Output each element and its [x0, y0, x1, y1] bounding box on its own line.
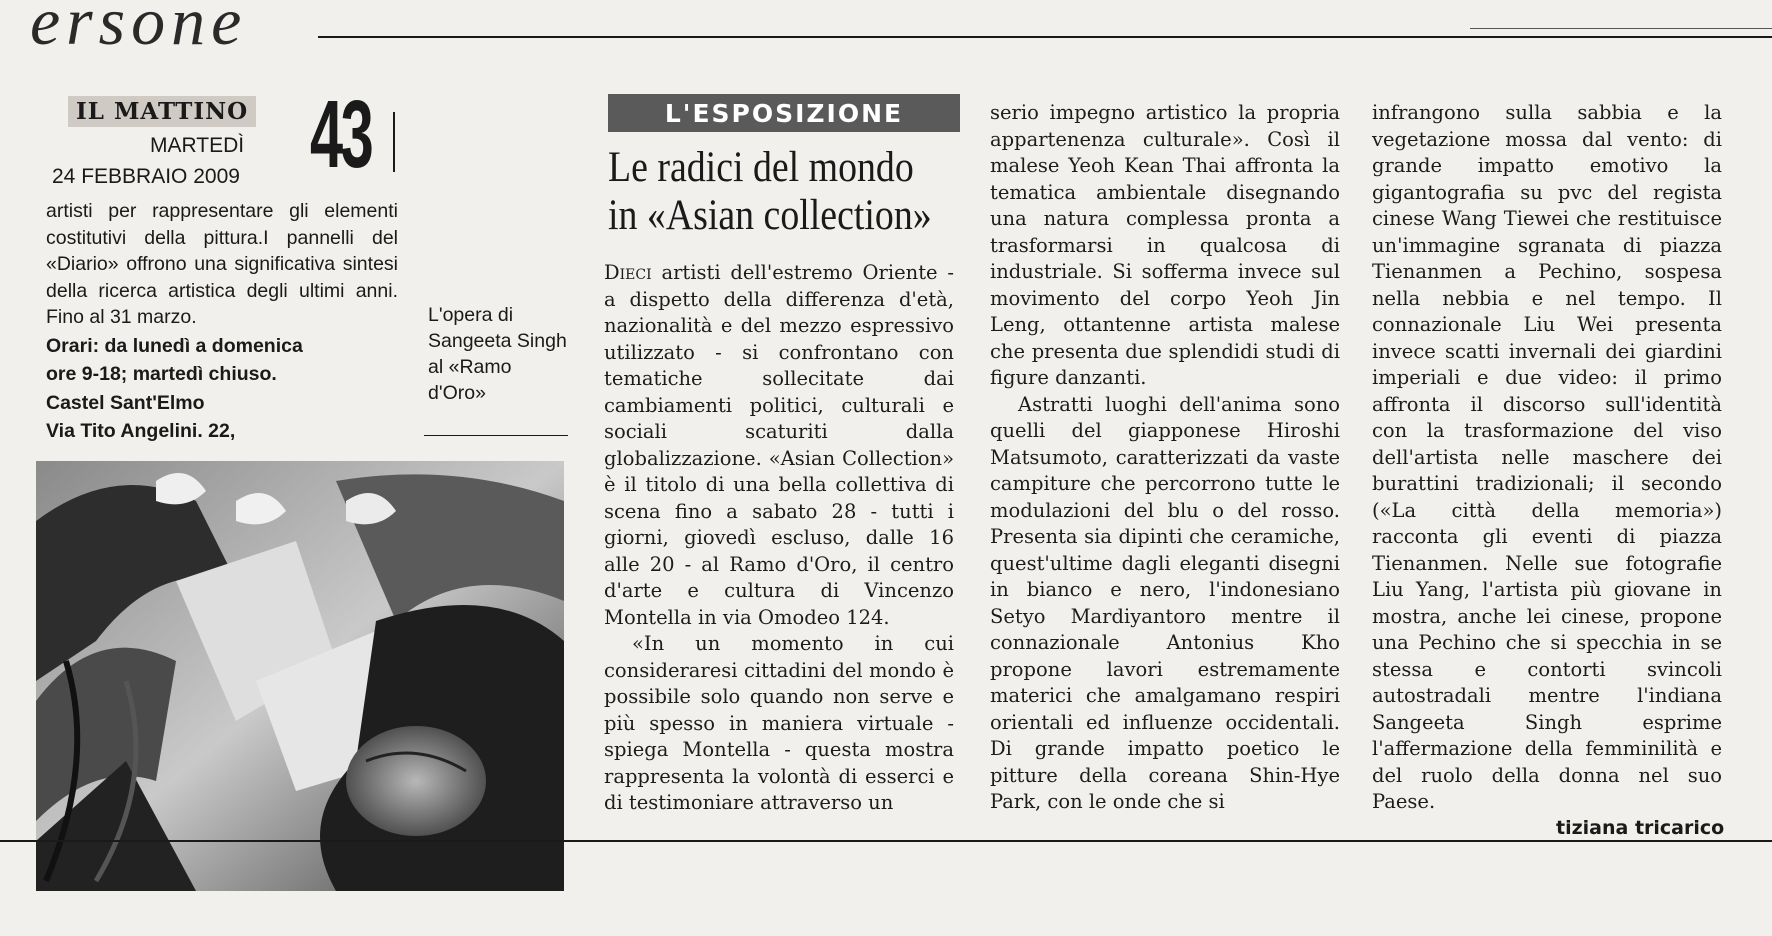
headline-line-1: Le radici del mondo: [608, 144, 914, 191]
issue-date: 24 FEBBRAIO 2009: [52, 165, 240, 188]
article-column-1: [604, 260, 954, 817]
sidebar-text: artisti per rappresentare gli elementi costitutivi della pittura.I pannelli del «Diario» offrono una significativa sintesi della ricerca artistica degli ultimi anni. Fino al 31 marzo.: [46, 200, 398, 328]
article-paragraph: Astratti luoghi dell'anima sono quelli del giapponese Hiroshi Matsumoto, caratterizzati da vaste campiture che percorrono tutte le modulazioni del blu o del rosso. Presenta sia dipinti che ceramiche, quest'ultime dagli eleganti disegni in bianco e nero, l'indonesiano Setyo Mardiyantoro mentre il connazionale Antonius Kho propone lavori estremamente materici che amalgamano respiri orientali ed influenze occidentali. Di grande impatto poetico le pitture della coreana Shin-Hye Park, con le onde che si: [990, 392, 1340, 813]
article-paragraph: [604, 260, 954, 631]
article-byline: tiziana tricarico: [1556, 817, 1725, 839]
footer-rule: [0, 840, 1772, 842]
article-paragraph: «In un momento in cui consideraresi cittadini del mondo è possibile solo quando non serve e più spesso in maniera virtuale - spiega Montella - questa mostra rappresenta la volontà di esserci e di testimoniare attraverso un: [604, 632, 954, 814]
article-paragraph: infrangono sulla sabbia e la vegetazione mossa dal vento: di grande impatto emotivo la gigantografia su pvc del regista cinese Wang Tiewei che restituisce un'immagine sgranata di piazza Tienanmen a Pechino, sospesa nella nebbia e nel tempo. Il connazionale Liu Wei presenta invece scatti invernali dei giardini imperiali e due video: il primo affronta il discorso sull'identità con la trasformazione del viso dell'artista nelle maschere dei burattini tradizionali; il secondo («La città della memoria») racconta gli eventi di piazza Tienanmen. Nelle sue fotografie Liu Yang, l'artista più giovane in mostra, anche lei cinese, propone una Pechino che si specchia in se stessa e contorti svincoli autostradali mentre l'indiana Sangeeta Singh esprime l'affermazione della femminilità e del ruolo della donna nel suo Paese.: [1372, 101, 1722, 813]
artwork-photo: [36, 461, 564, 891]
sidebar-article: [46, 198, 398, 445]
paragraph-text: artisti dell'estremo Oriente - a dispetto della differenza d'età, nazionalità e del mezzo espressivo utilizzato - si confrontano con tematiche sollecitate dai cambiamenti politici, culturali e sociali scaturiti dalla globalizzazione. «Asian Collection» è il titolo di una bella collettiva di scena fino a sabato 28 - tutti i giorni, giovedì escluso, dalle 16 alle 20 - al Ramo d'Oro, il centro d'arte e cultura di Vincenzo Montella in via Omodeo 124.: [604, 261, 954, 629]
header-rule: [318, 36, 1772, 38]
issue-weekday: MARTEDÌ: [150, 134, 245, 157]
sidebar-address: Via Tito Angelini. 22,: [46, 420, 236, 442]
article-paragraph: serio impegno artistico la propria appartenenza culturale». Così il malese Yeoh Kean Thai affronta la tematica ambientale disegnando una natura complessa pronta a trasformarsi in qualcosa di industriale. Si sofferma invece sul movimento del corpo Yeoh Jin Leng, ottantenne artista malese che presenta due splendidi studi di figure danzanti.: [990, 101, 1340, 389]
headline-line-2: in «Asian collection»: [608, 192, 932, 239]
newspaper-masthead: IL MATTINO: [68, 96, 256, 127]
article-headline: [608, 144, 932, 240]
dropcap-word: Dieci: [604, 261, 652, 284]
section-title: ersone: [30, 0, 248, 59]
page-number-divider: [393, 112, 395, 172]
header-rule-secondary: [1470, 28, 1772, 29]
sidebar-venue: Castel Sant'Elmo: [46, 391, 205, 414]
article-column-3: [1372, 100, 1722, 816]
article-column-2: [990, 100, 1340, 816]
photo-caption: L'opera di Sangeeta Singh al «Ramo d'Oro»: [428, 304, 567, 404]
sidebar-hours-line-1: Orari: da lunedì a domenica: [46, 334, 303, 357]
caption-rule: [424, 435, 568, 436]
page-number: 43: [310, 81, 372, 188]
article-kicker: L'ESPOSIZIONE: [608, 94, 960, 132]
sidebar-hours-line-2: ore 9-18; martedì chiuso.: [46, 363, 277, 385]
